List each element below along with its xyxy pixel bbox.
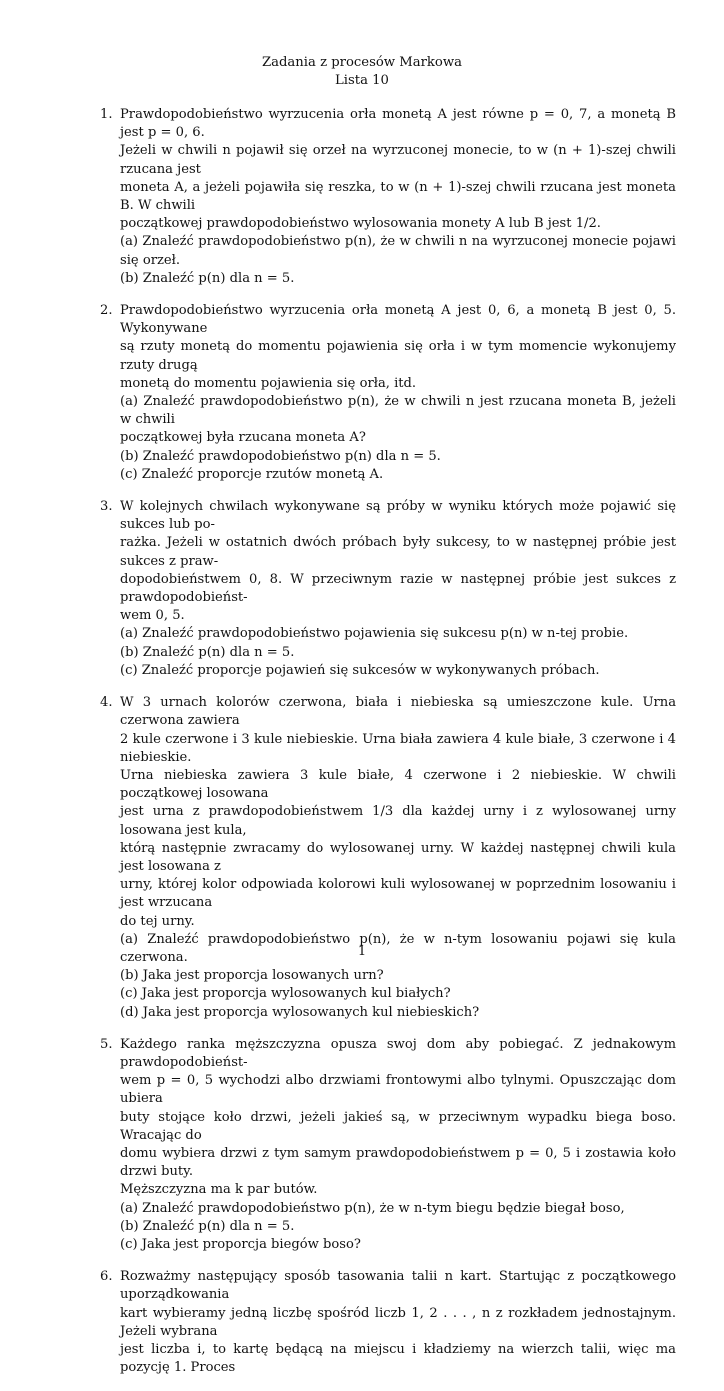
problem-text-line: dopodobieństwem 0, 8. W przeciwnym razie w następnej próbie jest sukces z prawdopodobieńst- [120, 571, 676, 606]
problem-text-line: jest liczba i, to kartę będącą na miejscu i kładziemy na wierzch talii, więc ma pozycję 1. Proces [120, 1342, 676, 1376]
problem-text-line: są rzuty monetą do momentu pojawienia się orła i w tym momencie wykonujemy rzuty drugą [120, 339, 676, 373]
problem-number: 5. [100, 1036, 113, 1052]
problem-text-line: początkowej prawdopodobieństwo wylosowania monety A lub B jest 1/2. [120, 216, 601, 232]
problem-text-line: buty stojące koło drzwi, jeżeli jakieś są, w przeciwnym wypadku biega boso. Wracając do [120, 1109, 676, 1143]
subquestion-line: (b) Znaleźć p(n) dla n = 5. [120, 1218, 295, 1234]
problem-text-line: wem p = 0, 5 wychodzi albo drzwiami frontowymi albo tylnymi. Opuszczając dom ubiera [120, 1073, 676, 1107]
subquestion-line: (a) Znaleźć prawdopodobieństwo p(n), że w chwili n jest rzucana moneta B, jeżeli w chwili [120, 394, 676, 428]
problem-text-line: domu wybiera drzwi z tym samym prawdopodobieństwem p = 0, 5 i zostawia koło drzwi buty. [120, 1145, 676, 1180]
subquestion-line: (b) Jaka jest proporcja losowanych urn? [120, 968, 384, 984]
problem-text-line: 2 kule czerwone i 3 kule niebieskie. Urna biała zawiera 4 kule białe, 3 czerwone i 4 niebieskie. [120, 731, 676, 765]
subquestion-line: (a) Znaleźć prawdopodobieństwo pojawienia się sukcesu p(n) w n-tej probie. [120, 626, 629, 642]
problem-text-line: urny, której kolor odpowiada kolorowi kuli wylosowanej w poprzednim losowaniu i jest wrzucana [120, 877, 676, 911]
page-number: 1 [357, 944, 367, 959]
problem-text-line: jest urna z prawdopodobieństwem 1/3 dla każdej urny i z wylosowanej urny losowana jest kula, [120, 804, 676, 838]
problem-item [92, 1036, 676, 1254]
problem-item [92, 694, 676, 1022]
problem-text-line: którą następnie zwracamy do wylosowanej urny. W każdej następnej chwili kula jest losowana z [120, 840, 676, 874]
problem-text-line: Rozważmy następujący sposób tasowania talii n kart. Startując z początkowego uporządkowania [120, 1269, 676, 1303]
problem-text-line: W kolejnych chwilach wykonywane są próby w wyniku których może pojawić się sukces lub po- [120, 499, 676, 533]
subquestion-line: (d) Jaka jest proporcja wylosowanych kul niebieskich? [120, 1004, 480, 1020]
subquestion-line: (a) Znaleźć prawdopodobieństwo p(n), że w chwili n na wyrzuconej monecie pojawi się orzeł. [120, 234, 676, 268]
subquestion-line: (a) Znaleźć prawdopodobieństwo p(n), że w n-tym losowaniu pojawi się kula czerwona. [120, 931, 676, 965]
subquestion-line: (b) Znaleźć p(n) dla n = 5. [120, 270, 295, 286]
problem-list [92, 106, 676, 1391]
subquestion-line: (b) Znaleźć p(n) dla n = 5. [120, 644, 295, 660]
problem-text-line: Każdego ranka męższczyzna opusza swoj dom aby pobiegać. Z jednakowym prawdopodobieńst- [120, 1036, 676, 1070]
problem-text-line: Urna niebieska zawiera 3 kule białe, 4 czerwone i 2 niebieskie. W chwili początkowej losowana [120, 767, 676, 802]
problem-number: 4. [100, 695, 113, 711]
problem-item [92, 302, 676, 484]
problem-text-line: monetą do momentu pojawienia się orła, itd. [120, 375, 417, 391]
problem-text-line: rażka. Jeżeli w ostatnich dwóch próbach były sukcesy, to w następnej próbie jest sukces z praw- [120, 535, 676, 569]
problem-number: 3. [100, 499, 113, 515]
problem-text-line: Prawdopodobieństwo wyrzucenia orła monetą A jest 0, 6, a monetą B jest 0, 5. Wykonywane [120, 303, 676, 337]
problem-text-line: W 3 urnach kolorów czerwona, biała i niebieska są umieszczone kule. Urna czerwona zawiera [120, 695, 676, 729]
problem-number: 1. [100, 107, 113, 122]
subquestion-line: początkowej była rzucana moneta A? [120, 430, 366, 446]
problem-number: 2. [100, 303, 113, 319]
subquestion-line: (c) Znaleźć proporcje rzutów monetą A. [120, 466, 384, 482]
problem-item [92, 106, 676, 288]
document-title: Zadania z procesów Markowa [261, 55, 463, 70]
problem-text-line: moneta A, a jeżeli pojawiła się reszka, to w (n + 1)-szej chwili rzucana jest moneta B. W chwili [120, 179, 676, 214]
subquestion-line: (b) Znaleźć prawdopodobieństwo p(n) dla n = 5. [120, 448, 441, 464]
problem-text-line: Męższczyzna ma k par butów. [120, 1182, 318, 1198]
document-header [0, 54, 724, 89]
problem-number: 6. [100, 1269, 113, 1285]
problem-text-line: do tej urny. [120, 913, 195, 929]
problem-item [92, 1268, 676, 1377]
problem-text-line: kart wybieramy jedną liczbę spośród liczb 1, 2 . . . , n z rozkładem jednostajnym. Jeżeli wybrana [120, 1305, 676, 1339]
subquestion-line: (c) Jaka jest proporcja biegów boso? [120, 1236, 361, 1252]
subquestion-line: (a) Znaleźć prawdopodobieństwo p(n), że w n-tym biegu będzie biegał boso, [120, 1200, 625, 1216]
subquestion-line: (c) Jaka jest proporcja wylosowanych kul białych? [120, 986, 451, 1002]
document-subtitle: Lista 10 [335, 72, 389, 88]
problem-text-line: Prawdopodobieństwo wyrzucenia orła monetą A jest równe p = 0, 7, a monetą B jest p = 0, 6. [120, 107, 676, 141]
problem-item [92, 498, 676, 680]
subquestion-line: (c) Znaleźć proporcje pojawień się sukcesów w wykonywanych próbach. [120, 662, 600, 678]
problem-text-line: Jeżeli w chwili n pojawił się orzeł na wyrzuconej monecie, to w (n + 1)-szej chwili rzucana jest [120, 143, 676, 177]
problem-text-line: wem 0, 5. [120, 608, 185, 624]
